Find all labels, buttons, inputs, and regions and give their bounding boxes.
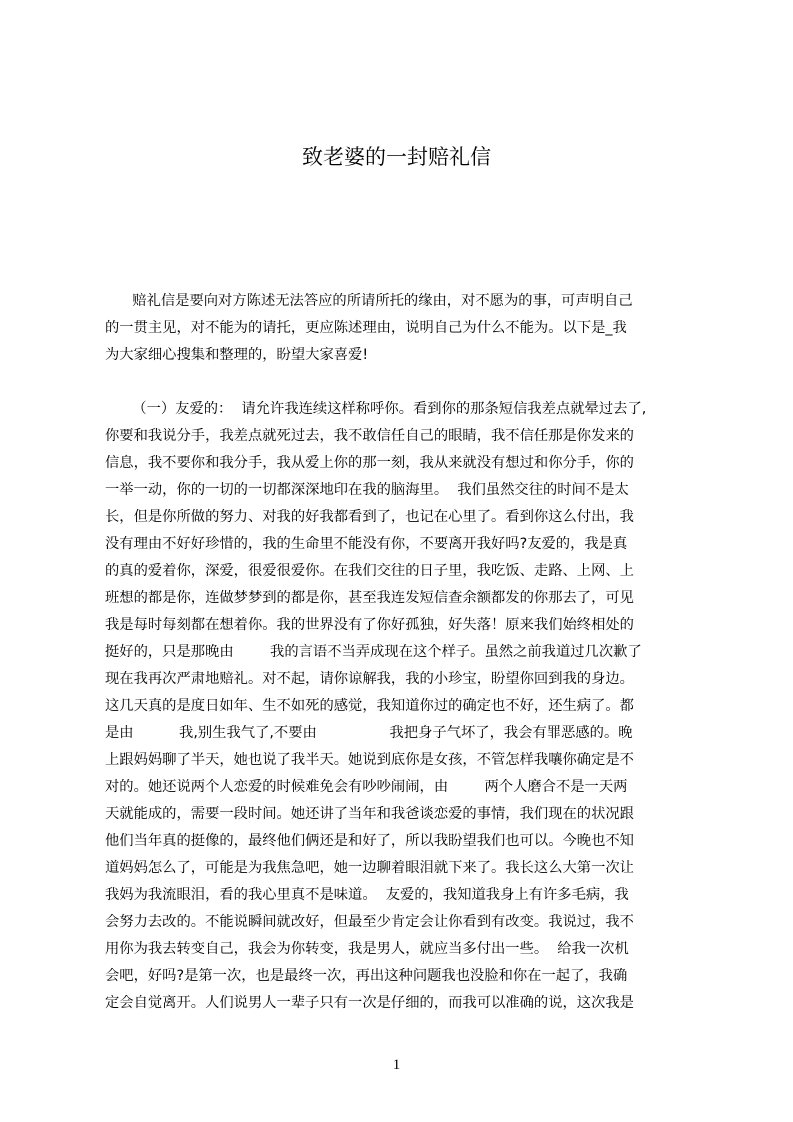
text-line: 我是每时每刻都在想着你。我的世界没有了你好孤独，好失落！原来我们始终相处的 bbox=[105, 617, 634, 633]
text-line: 上跟妈妈聊了半天，她也说了我半天。她说到底你是女孩，不管怎样我嚷你确定是不 bbox=[105, 752, 634, 768]
text-line: 定会自觉离开。人们说男人一辈子只有一次是仔细的，而我可以准确的说，这次我是 bbox=[105, 995, 634, 1011]
text-line: 赔礼信是要向对方陈述无法答应的所请所托的缘由，对不愿为的事，可声明自己 bbox=[105, 293, 633, 309]
text-line: 道妈妈怎么了，可能是为我焦急吧，她一边聊着眼泪就下来了。我长这么大第一次让 bbox=[105, 860, 634, 876]
text-line: 的真的爱着你，深爱，很爱很爱你。在我们交往的日子里，我吃饭、走路、上网、上 bbox=[105, 563, 634, 579]
text-line: 一举一动，你的一切的一切都深深地印在我的脑海里。 我们虽然交往的时间不是太 bbox=[105, 482, 629, 498]
text-line: 为大家细心搜集和整理的，盼望大家喜爱! bbox=[105, 347, 369, 363]
text-line: （一）友爱的： 请允许我连续这样称呼你。看到你的那条短信我差点就晕过去了, bbox=[105, 401, 647, 417]
text-line: 他们当年真的挺像的，最终他们俩还是和好了，所以我盼望我们也可以。今晚也不知 bbox=[105, 833, 634, 849]
text-line: 我妈为我流眼泪，看的我心里真不是味道。 友爱的，我知道我身上有许多毛病，我 bbox=[105, 887, 629, 903]
text-line: 天就能成的，需要一段时间。她还讲了当年和我爸谈恋爱的事情，我们现在的状况跟 bbox=[105, 806, 634, 822]
text-line: 现在我再次严肃地赔礼。对不起，请你谅解我，我的小珍宝，盼望你回到我的身边。 bbox=[105, 671, 634, 687]
text-line: 挺好的，只是那晚由 我的言语不当弄成现在这个样子。虽然之前我道过几次歉了 bbox=[105, 644, 642, 660]
text-line: 是由 我,别生我气了,不要由 我把身子气坏了，我会有罪恶感的。晚 bbox=[105, 725, 633, 741]
text-line: 会努力去改的。不能说瞬间就改好，但最至少肯定会让你看到有改变。我说过，我不 bbox=[105, 914, 634, 930]
text-line: 你要和我说分手，我差点就死过去，我不敢信任自己的眼睛，我不信任那是你发来的 bbox=[105, 428, 634, 444]
page-number: 1 bbox=[392, 1057, 401, 1073]
text-line: 的一贯主见，对不能为的请托，更应陈述理由，说明自己为什么不能为。以下是_我 bbox=[105, 320, 627, 336]
text-line: 对的。她还说两个人恋爱的时候难免会有吵吵闹闹，由 两个人磨合不是一天两 bbox=[105, 779, 628, 795]
text-line: 这几天真的是度日如年、生不如死的感觉，我知道你过的确定也不好，还生病了。都 bbox=[105, 698, 634, 714]
text-line: 会吧，好吗?是第一次，也是最终一次，再出这种问题我也没脸和你在一起了，我确 bbox=[105, 968, 628, 984]
text-line: 没有理由不好好珍惜的，我的生命里不能没有你，不要离开我好吗?友爱的，我是真 bbox=[105, 536, 628, 552]
text-line: 用你为我去转变自己，我会为你转变，我是男人，就应当多付出一些。 给我一次机 bbox=[105, 941, 629, 957]
text-line: 长，但是你所做的努力、对我的好我都看到了，也记在心里了。看到你这么付出，我 bbox=[105, 509, 634, 525]
text-line: 班想的都是你，连做梦梦到的都是你，甚至我连发短信查余额都发的你那去了，可见 bbox=[105, 590, 634, 606]
text-line: 信息，我不要你和我分手，我从爱上你的那一刻，我从来就没有想过和你分手，你的 bbox=[105, 455, 634, 471]
document-title: 致老婆的一封赔礼信 bbox=[302, 145, 491, 169]
